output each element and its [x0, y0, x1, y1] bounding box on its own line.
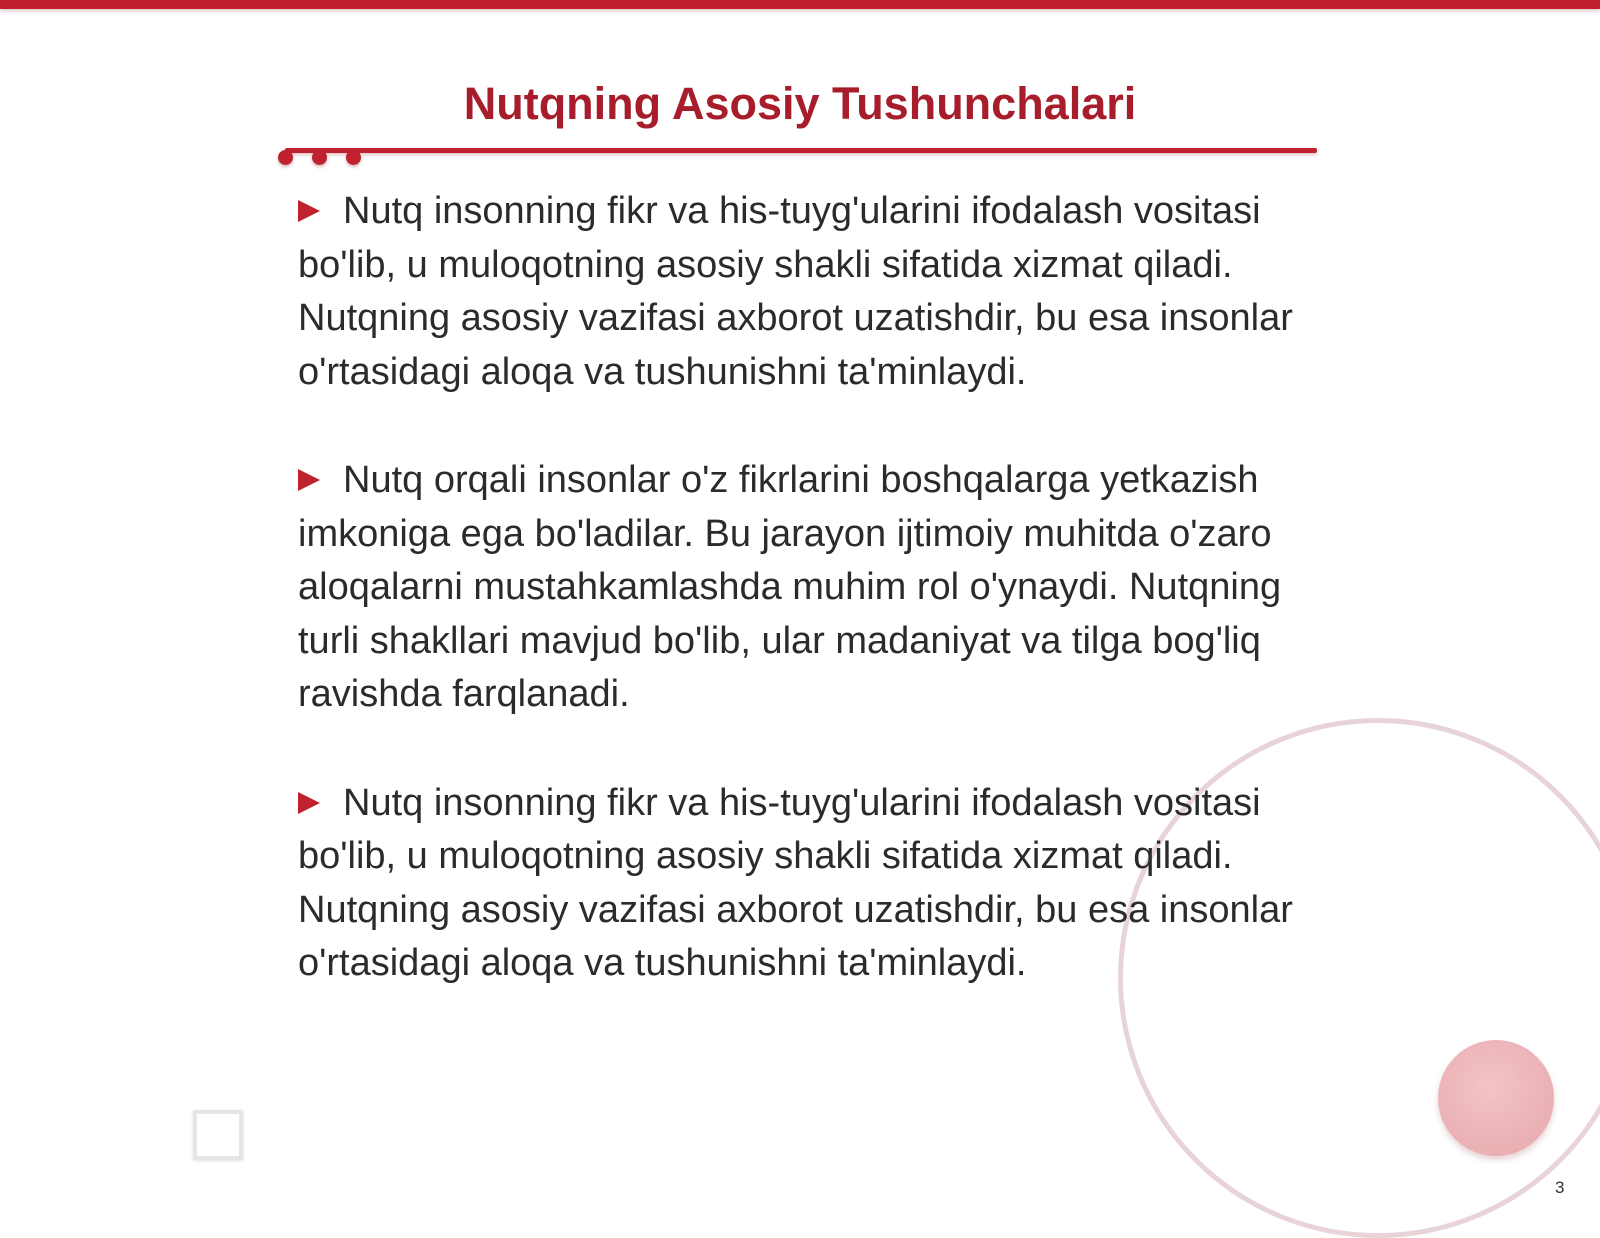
bullet-text-2: Nutq orqali insonlar o'z fikrlarini boshqalarga yetkazish imkoniga ega bo'ladilar. Bu jarayon ijtimoiy muhitda o'zaro aloqalarni mustahkamlashda muhim rol o'ynaydi. Nutqning turli shakllari mavjud bo'lib, ular madaniyat va tilga bog'liq ravishda farqlanadi. [298, 459, 1282, 715]
slide-title: Nutqning Asosiy Tushunchalari [463, 78, 1137, 129]
title-underline [285, 148, 1317, 153]
bullet-item-3 [298, 777, 1318, 991]
bullet-item-2 [298, 454, 1318, 722]
bullet-text-1: Nutq insonning fikr va his-tuyg'ularini ifodalash vositasi bo'lib, u muloqotning asosiy shakli sifatida xizmat qiladi. Nutqning asosiy vazifasi axborot uzatishdir, bu esa insonlar o'rtasidagi aloqa va tushunishni ta'minlaydi. [298, 190, 1293, 393]
triangle-right-icon [298, 200, 320, 222]
top-accent-bar [0, 0, 1600, 9]
triangle-right-icon [298, 469, 320, 491]
decor-dot-2 [312, 150, 327, 165]
bullet-list [298, 185, 1318, 1046]
decor-pink-circle [1438, 1040, 1554, 1156]
bullet-text-3: Nutq insonning fikr va his-tuyg'ularini ifodalash vositasi bo'lib, u muloqotning asosiy shakli sifatida xizmat qiladi. Nutqning asosiy vazifasi axborot uzatishdir, bu esa insonlar o'rtasidagi aloqa va tushunishni ta'minlaydi. [298, 781, 1293, 984]
decor-dot-3 [346, 150, 361, 165]
triangle-right-icon [298, 792, 320, 814]
bullet-item-1 [298, 185, 1318, 399]
page-number: 3 [1555, 1178, 1565, 1197]
decor-dot-1 [278, 150, 293, 165]
decor-square [193, 1110, 243, 1160]
